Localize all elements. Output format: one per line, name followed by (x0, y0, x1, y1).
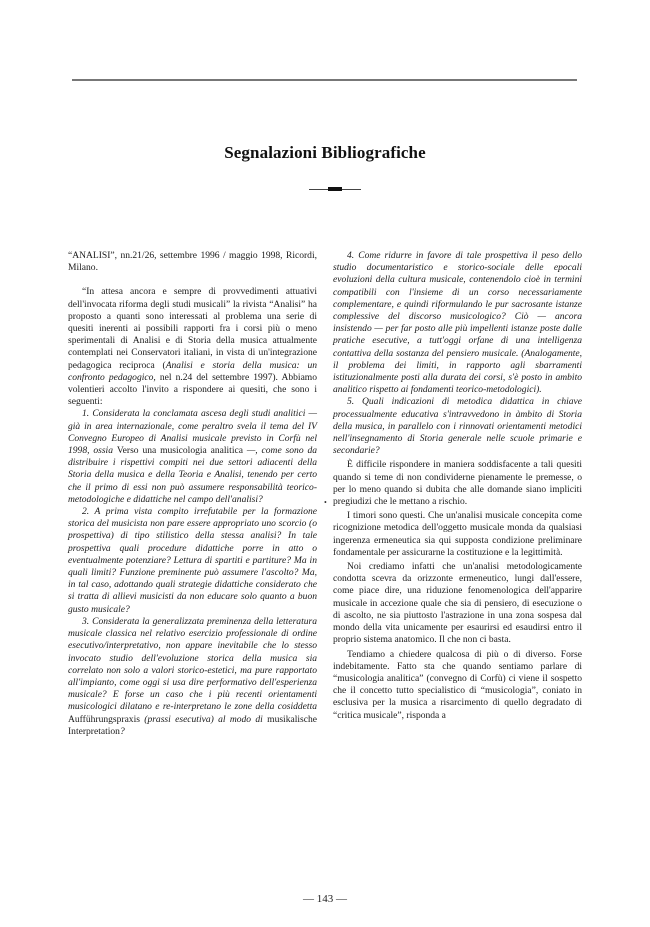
question-4-text: 4. Come ridurre in favore di tale prospettiva il peso dello studio documentaristico e storico-sociale delle epocali evoluzioni della cultura musicale, contenendolo cioè in termini compatibili con l'insieme di un corso necessariamente complementare, e quindi riformulando le pur sacrosante istanze complessive del discorso musicologico? Ciò — ancora insistendo — per far posto alle più impellenti istanze poste dalle pratiche esecutive, a tutt'oggi orfane di una intelligenza contattiva della sostanza del pensiero musicale. (Analogamente, il problema dei limiti, in rapporto agli sbarramenti istituzionalmente posti alla durata dei corsi, s'è posto in ambito analitico rispetto ai fondamenti teorico-metodologici). (333, 250, 582, 396)
ornament-dash (328, 187, 342, 191)
intro-text: “In attesa ancora e sempre di provvedimenti attuativi dell'invocata riforma degli studi musicali” la rivista “Analisi” ha proposto a quanti sono interessati al problema una serie di quesiti inerenti ai possibili rapporti fra i corsi più o meno sperimentali di Analisi e di Storia della musica attualmente contemplati nei Conservatori italiani, in vista di un'integrazione pedagogica reciproca ( (68, 286, 317, 371)
question-1-a: 1. Considerata la conclamata ascesa degli studi analitici — già in area internazionale, come peraltro svela il tema del IV Convegno Europeo di Analisi musicale previsto in Corfù nel 1998, ossia (68, 408, 317, 457)
paragraph-2: I timori sono questi. Che un'analisi musicale concepita come ricognizione metodica dell'oggetto musicale monda da qualsiasi ingerenza ermeneutica sia qui supposta condizione preliminare fondamentale per assicurarne la costituzione e la legittimità. (333, 510, 582, 558)
question-3-c: (prassi esecutiva) al modo di (139, 713, 268, 725)
citation: “ANALISI”, nn.21/26, settembre 1996 / maggio 1998, Ricordi, Milano. (68, 250, 317, 274)
question-2 (68, 506, 317, 616)
question-1-b: Verso una musicologia analitica (116, 445, 243, 457)
right-column (333, 250, 582, 722)
paragraph-1: È difficile rispondere in maniera soddisfacente a tali quesiti quando si teme di non condividerne pienamente le premesse, o per lo meno quando si dubita che alle domande siano impliciti pregiudizi che le mettano a rischio. (333, 459, 582, 508)
intro-paragraph (68, 286, 317, 408)
page-number: — 143 — (303, 893, 347, 905)
left-column (68, 250, 317, 738)
question-3-e: ? (119, 725, 125, 737)
question-3-b: Aufführungspraxis (68, 713, 140, 725)
margin-mark: • (324, 498, 327, 507)
intro-article-title: Analisi e storia della musica: un confronto pedagogico (68, 359, 317, 383)
question-1 (68, 408, 317, 506)
top-rule (72, 79, 577, 81)
question-3 (68, 616, 317, 738)
question-5 (333, 396, 582, 457)
title-ornament (309, 185, 361, 195)
question-5-text: 5. Quali indicazioni di metodica didattica in chiave processualmente educativa s'intravvedono in àmbito di Storia della musica, in parallelo con i rinnovati orientamenti metodici nell'insegnamento di Storia generale nelle scuole primarie e secondarie? (333, 396, 582, 457)
paragraph-3: Noi crediamo infatti che un'analisi metodologicamente condotta scevra da orizzonte ermeneutico, lungi dall'essere, come piace dire, una riduzione fenomenologica dell'apparire musicale in accezione quale che sia di pensiero, di esecuzione o di ascolto, ne sia piuttosto l'astrazione in una zona sospesa dal mondo della vita unicamente per esaurirsi ed esaudirsi entro il proprio sistema anatomico. Il che non ci basta. (333, 561, 582, 646)
question-2-text: 2. A prima vista compito irrefutabile per la formazione storica del musicista non pare essere appropriato uno scorcio (o prospettiva) di tipo stilistico della stessa analisi? In tale prospettiva quali procedure didattiche porre in atto o eventualmente potenziare? Lettura di spartiti e partiture? Ma in quali limiti? Funzione preminente può assumere l'ascolto? Ma, in tal caso, adottando quali strategie didattiche considerato che si tratta di allievi musicisti da non educare solo quanto a buon gusto musicale? (68, 506, 317, 615)
paragraph-4: Tendiamo a chiedere qualcosa di più o di diverso. Forse indebitamente. Fatto sta che quando sentiamo parlare di “musicologia analitica” (convegno di Corfù) ci viene il sospetto che il concetto tutto specialistico di “musicologia”, coniato in esclusiva per la musica a risarcimento di quello degradato di “critica musicale”, risponda a (333, 648, 582, 721)
page-title: Segnalazioni Bibliografiche (224, 143, 426, 162)
question-1-c: —, come sono da distribuire i rispettivi compiti nei due settori adiacenti della Storia della musica e della Teoria e Analisi, tenendo per certo che il primo di essi non può assumere responsabilità teorico-metodologiche e didattiche nel campo dell'analisi? (68, 445, 317, 505)
question-3-d: musikalische Interpretation (68, 713, 317, 737)
question-3-a: 3. Considerata la generalizzata preminenza della letteratura musicale classica nel relativo esercizio professionale di ordine esecutivo/interpretativo, non appare inevitabile che lo stesso invocato studio dell'evoluzione storica della musica sia correlato non solo a valori storico-estetici, ma pure rapportato all'impianto, come oggi si usa dire performativo dell'esperienza musicale? E forse un caso che i più recenti orientamenti musicologici dilatano e re-interpretano le zone della cosiddetta (68, 615, 317, 713)
question-4 (333, 250, 582, 396)
intro-text-end: , nel n.24 del settembre 1997). Abbiamo volentieri accolto l'invito a rispondere ai quesiti, che sono i seguenti: (68, 371, 318, 408)
